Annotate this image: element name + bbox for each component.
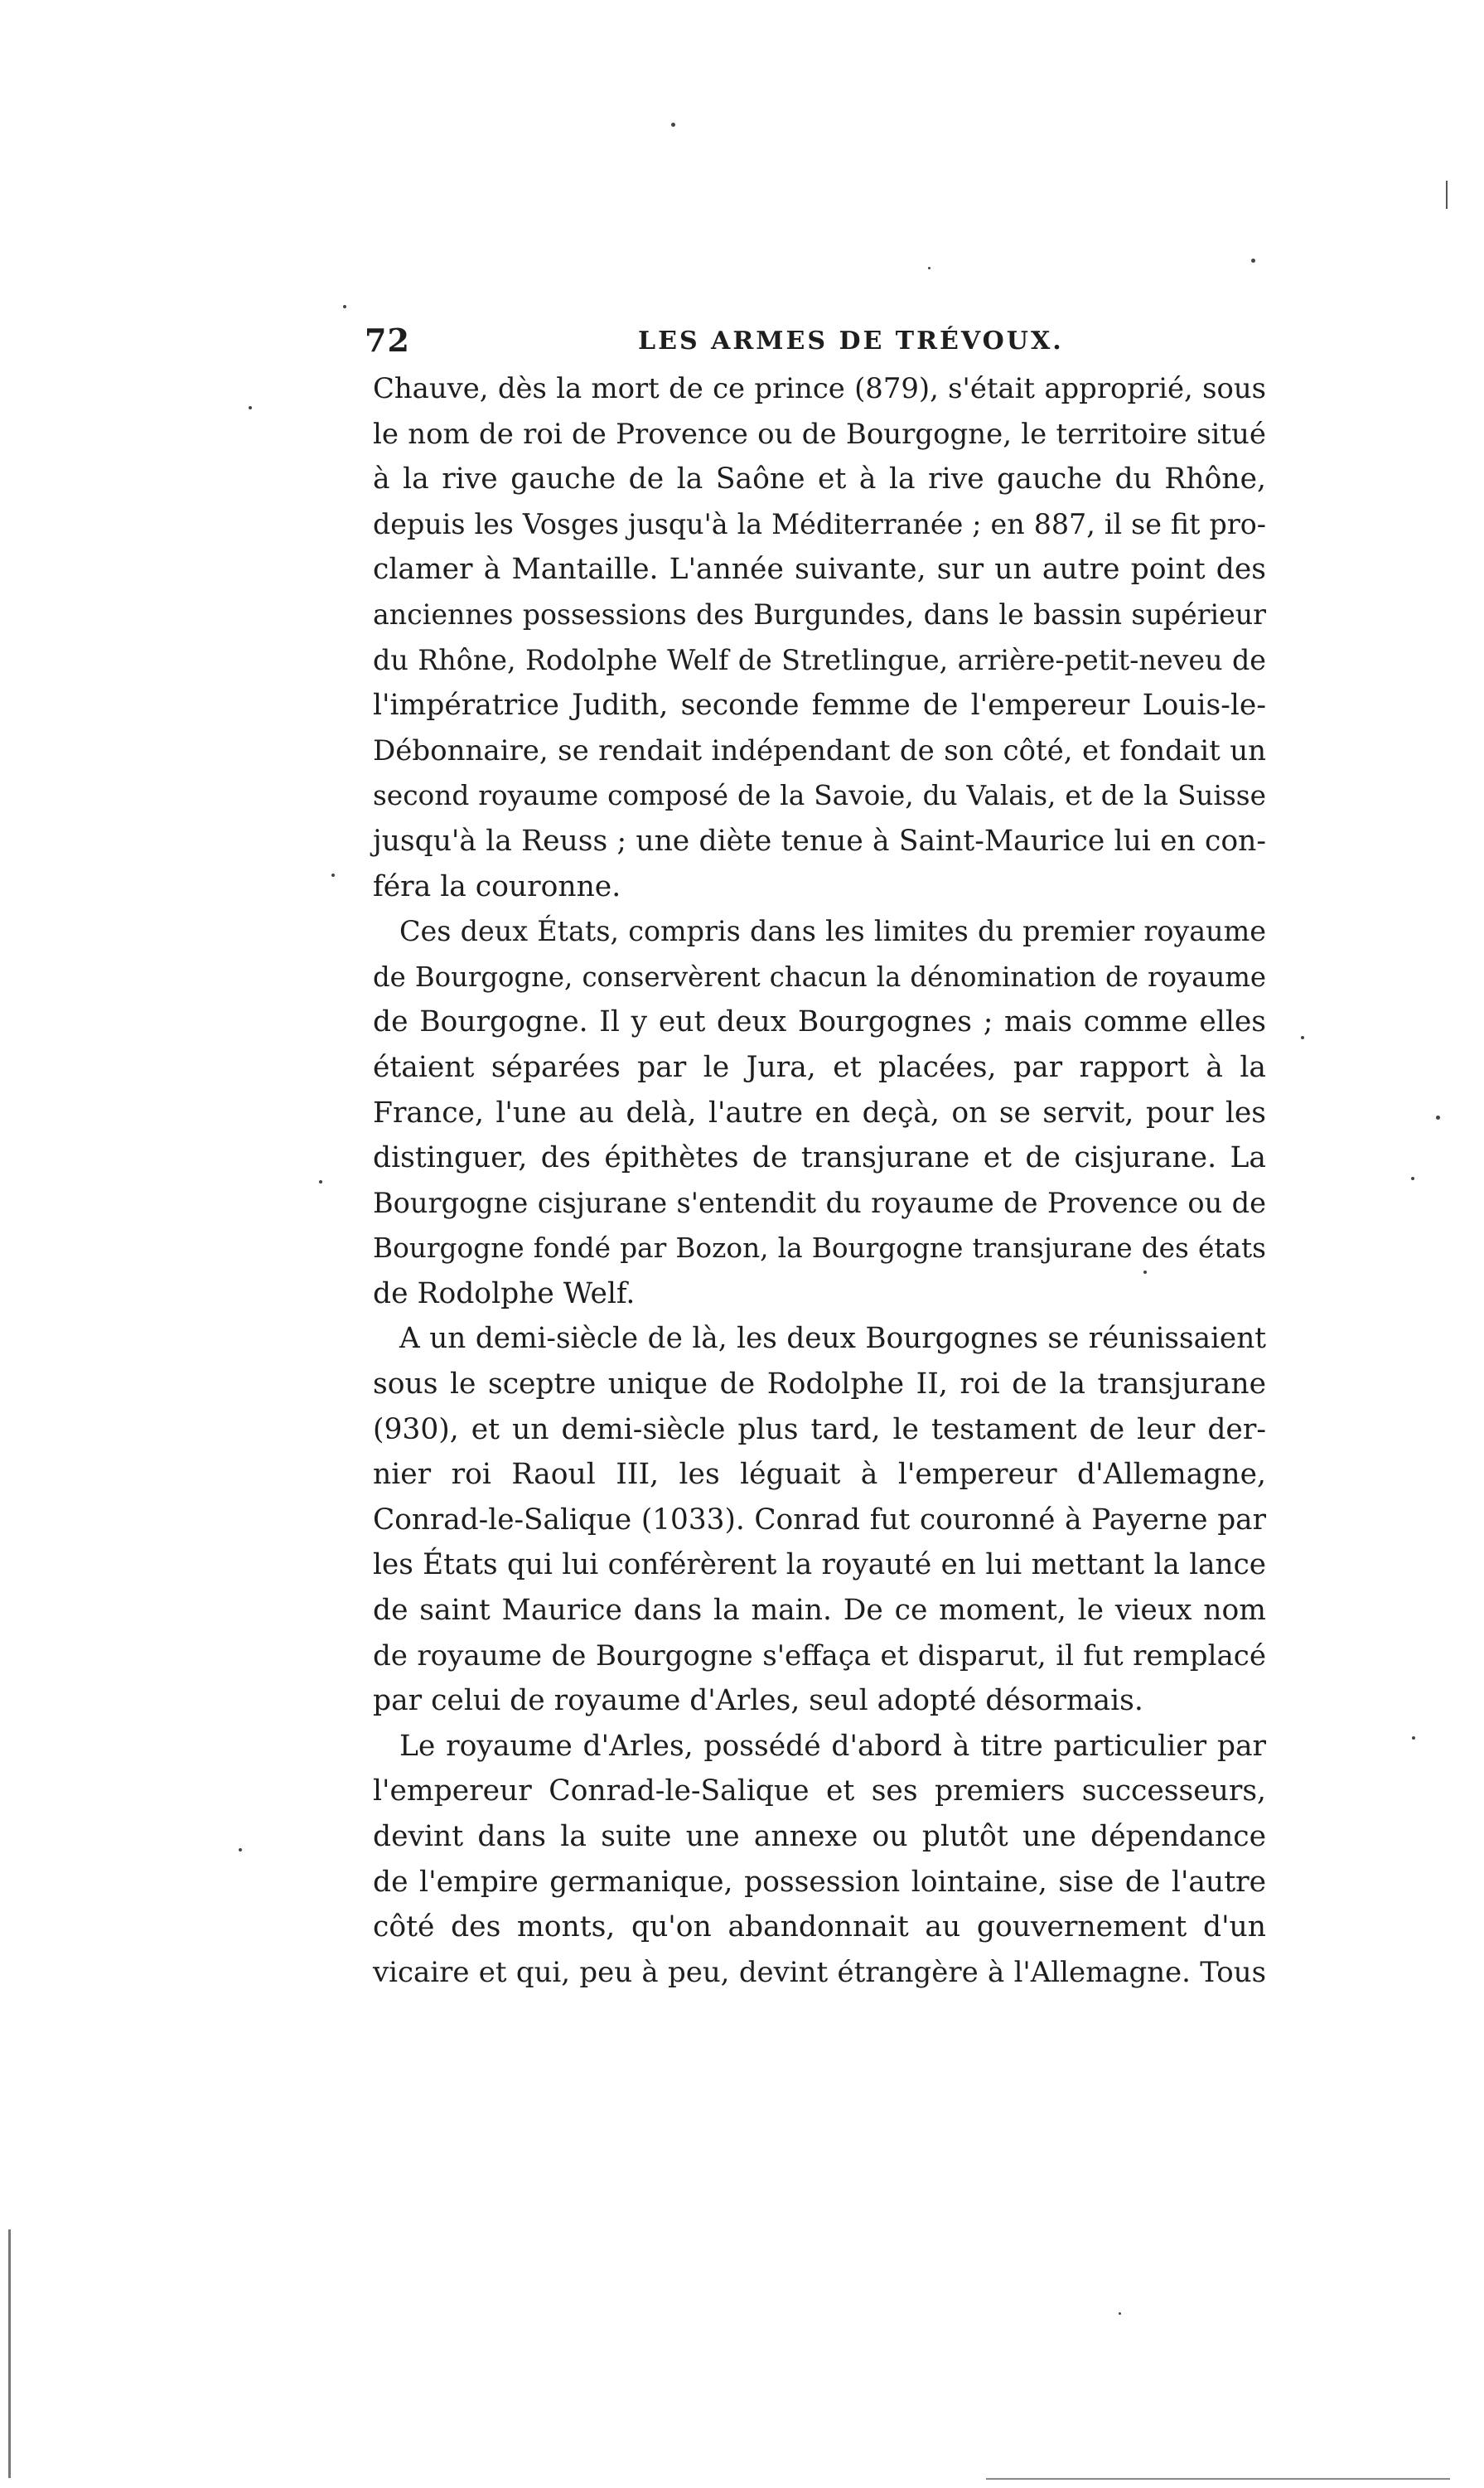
text-line: distinguer, des épithètes de transjurane et de cisjurane. La — [373, 1141, 1266, 1175]
text-line: étaient séparées par le Jura, et placées, par rapport à la — [373, 1050, 1266, 1084]
paragraph-4 — [373, 1724, 1266, 1996]
scan-speck — [1251, 259, 1255, 263]
text-line: Débonnaire, se rendait indépendant de son côté, et fondait un — [373, 733, 1266, 767]
text-line: devint dans la suite une annexe ou plutôt une dépendance — [373, 1820, 1266, 1853]
page-edge-mark — [986, 2478, 1450, 2480]
running-title: LES ARMES DE TRÉVOUX. — [638, 327, 1064, 356]
text-line: l'impératrice Judith, seconde femme de l'empereur Louis-le- — [373, 689, 1266, 723]
scan-speck — [1411, 1177, 1414, 1180]
scan-speck — [671, 123, 675, 127]
text-line: second royaume composé de la Savoie, du Valais, et de la Suisse — [373, 780, 1266, 812]
scan-speck — [249, 406, 252, 409]
scan-speck — [1436, 1116, 1440, 1120]
text-line: le nom de roi de Provence ou de Bourgogne, le territoire situé — [373, 417, 1266, 451]
text-line: vicaire et qui, peu à peu, devint étrangère à l'Allemagne. Tous — [373, 1955, 1266, 1989]
text-line: A un demi-siècle de là, les deux Bourgognes se réunissaient — [399, 1322, 1266, 1356]
scan-speck — [331, 874, 335, 877]
text-line: les États qui lui conférèrent la royauté en lui mettant la lance — [373, 1548, 1266, 1582]
text-line: anciennes possessions des Burgundes, dans le bassin supérieur — [373, 598, 1266, 631]
text-line: à la rive gauche de la Saône et à la rive gauche du Rhône, — [373, 462, 1266, 496]
scan-speck — [343, 305, 346, 308]
text-line: (930), et un demi-siècle plus tard, le testament de leur der- — [373, 1412, 1266, 1446]
scan-speck — [1412, 1736, 1415, 1740]
text-line: de Bourgogne, conservèrent chacun la dénomination de royaume — [373, 961, 1266, 993]
text-line: Chauve, dès la mort de ce prince (879), s'était approprié, sous — [373, 372, 1266, 404]
running-header — [365, 322, 1268, 363]
text-line: l'empereur Conrad-le-Salique et ses premiers successeurs, — [373, 1774, 1266, 1808]
text-line: de Bourgogne. Il y eut deux Bourgognes ; mais comme elles — [373, 1005, 1266, 1039]
text-line: Ces deux États, compris dans les limites du premier royaume — [399, 915, 1266, 948]
text-line: du Rhône, Rodolphe Welf de Stretlingue, arrière-petit-neveu de — [373, 643, 1266, 676]
text-line: Conrad-le-Salique (1033). Conrad fut couronné à Payerne par — [373, 1503, 1266, 1537]
text-line: France, l'une au delà, l'autre en deçà, on se servit, pour les — [373, 1096, 1266, 1130]
scan-speck — [239, 1848, 242, 1851]
text-line: clamer à Mantaille. L'année suivante, sur un autre point des — [373, 553, 1266, 587]
body-text — [373, 366, 1266, 1995]
text-line: de l'empire germanique, possession lointaine, sise de l'autre — [373, 1865, 1266, 1899]
text-line: côté des monts, qu'on abandonnait au gouvernement d'un — [373, 1910, 1266, 1944]
text-line: par celui de royaume d'Arles, seul adopté désormais. — [373, 1684, 1143, 1718]
text-line: Le royaume d'Arles, possédé d'abord à titre particulier par — [399, 1729, 1266, 1763]
scan-speck — [928, 267, 931, 269]
scan-speck — [1301, 1036, 1304, 1039]
text-line: féra la couronne. — [373, 869, 621, 903]
text-line: Bourgogne fondé par Bozon, la Bourgogne transjurane des états — [373, 1232, 1266, 1265]
text-line: jusqu'à la Reuss ; une diète tenue à Saint-Maurice lui en con- — [373, 824, 1266, 858]
scan-speck — [319, 1180, 322, 1183]
text-line: de saint Maurice dans la main. De ce moment, le vieux nom — [373, 1594, 1266, 1628]
text-line: depuis les Vosges jusqu'à la Méditerranée ; en 887, il se fit pro- — [373, 507, 1266, 540]
page-number: 72 — [365, 322, 410, 359]
paragraph-2 — [373, 909, 1266, 1316]
text-line: nier roi Raoul III, les léguait à l'empereur d'Allemagne, — [373, 1458, 1266, 1492]
paragraph-3 — [373, 1316, 1266, 1723]
paragraph-1 — [373, 366, 1266, 909]
scan-speck — [1119, 2312, 1121, 2315]
text-line: Bourgogne cisjurane s'entendit du royaume de Provence ou de — [373, 1186, 1266, 1219]
page-edge-mark — [8, 2229, 11, 2478]
page-edge-mark — [1446, 181, 1448, 209]
text-line: de royaume de Bourgogne s'effaça et disparut, il fut remplacé — [373, 1638, 1266, 1672]
text-line: sous le sceptre unique de Rodolphe II, roi de la transjurane — [373, 1367, 1266, 1401]
text-line: de Rodolphe Welf. — [373, 1276, 636, 1310]
